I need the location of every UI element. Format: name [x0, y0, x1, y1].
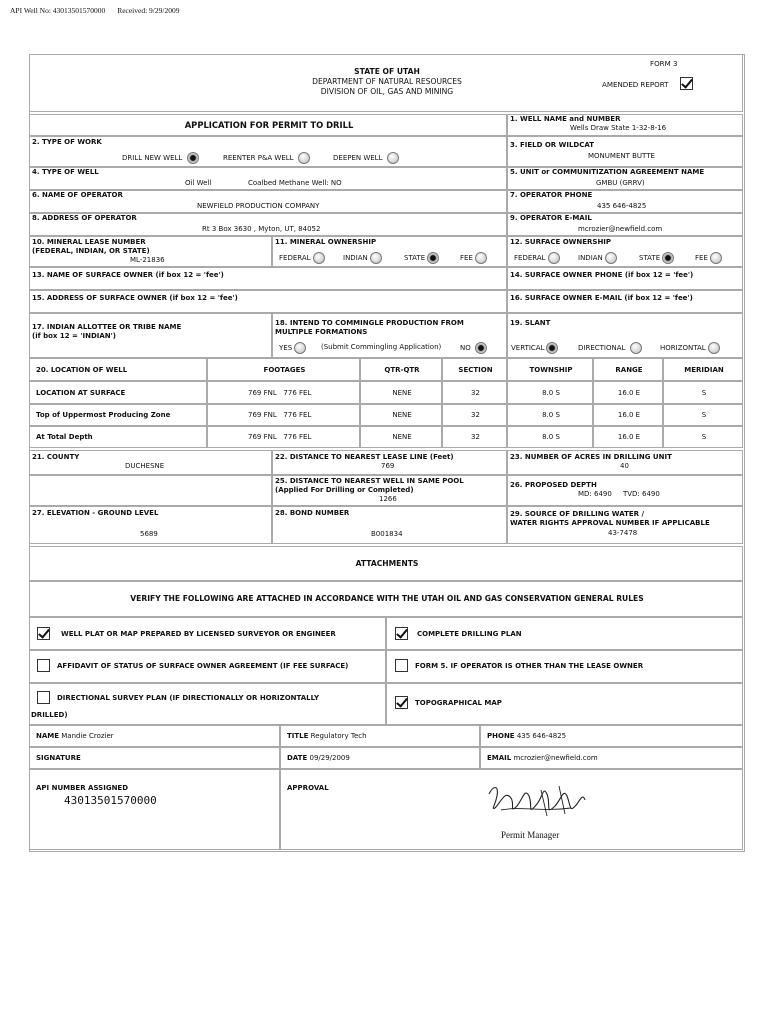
slant-label: 19. SLANT — [510, 319, 551, 327]
commingle-no-option[interactable] — [460, 342, 487, 354]
attach-checkbox-1[interactable] — [37, 627, 50, 640]
attach-item-1 — [29, 617, 386, 650]
date-value: 09/29/2009 — [309, 754, 350, 762]
allottee-label-1: 17. INDIAN ALLOTTEE OR TRIBE NAME — [32, 323, 182, 331]
bond-value: B001834 — [371, 530, 403, 538]
slant-horizontal-option[interactable] — [660, 342, 720, 354]
nearest-well-box — [272, 475, 507, 506]
mineral-fee-label: FEE — [460, 254, 473, 262]
mineral-state-option[interactable] — [404, 252, 439, 264]
water-value: 43-7478 — [608, 529, 638, 537]
api-well-no: API Well No: 43013501570000 — [10, 6, 106, 15]
contact-email-label: EMAIL — [487, 754, 512, 762]
mineral-ownership-label: 11. MINERAL OWNERSHIP — [275, 238, 377, 246]
loc-range: 16.0 E — [617, 411, 641, 419]
address-box — [29, 213, 507, 236]
slant-directional-option[interactable] — [578, 342, 642, 354]
surface-owner-name-label: 13. NAME OF SURFACE OWNER (if box 12 = 'fee') — [32, 271, 224, 279]
loc-township: 8.0 S — [542, 389, 560, 397]
table-row — [29, 404, 207, 426]
mineral-federal-option[interactable] — [279, 252, 325, 264]
loc-header-footages-text: FOOTAGES — [263, 366, 306, 374]
lease-label-1: 10. MINERAL LEASE NUMBER — [32, 238, 146, 246]
loc-header-section — [442, 358, 507, 381]
attach-checkbox-3[interactable] — [37, 659, 50, 672]
loc-cell — [663, 404, 743, 426]
field-value: MONUMENT BUTTE — [588, 152, 655, 160]
loc-cell — [360, 381, 442, 404]
loc-section: 32 — [471, 411, 480, 419]
loc-header-meridian — [663, 358, 743, 381]
loc-cell — [207, 426, 360, 448]
drill-new-well-label: DRILL NEW WELL — [122, 154, 183, 162]
lease-line-box — [272, 450, 507, 475]
attach-label-2: COMPLETE DRILLING PLAN — [417, 630, 522, 638]
elevation-box — [29, 506, 272, 544]
water-label-2: WATER RIGHTS APPROVAL NUMBER IF APPLICABLE — [510, 519, 710, 527]
loc-row-name: At Total Depth — [36, 433, 93, 441]
surface-owner-address-box — [29, 290, 507, 313]
loc-cell — [593, 381, 663, 404]
agency-box — [29, 54, 743, 112]
loc-cell — [442, 426, 507, 448]
loc-cell — [360, 404, 442, 426]
unit-box — [507, 167, 743, 190]
lease-label-2: (FEDERAL, INDIAN, OR STATE) — [32, 247, 150, 255]
commingle-no-radio[interactable] — [475, 342, 487, 354]
contact-phone-label: PHONE — [487, 732, 515, 740]
type-of-well-label: 4. TYPE OF WELL — [32, 168, 99, 176]
attach-label-1: WELL PLAT OR MAP PREPARED BY LICENSED SURVEYOR OR ENGINEER — [61, 630, 336, 638]
well-name-value: Wells Draw State 1-32-8-16 — [570, 124, 667, 132]
attach-checkbox-2[interactable] — [395, 627, 408, 640]
nearest-well-label-1: 25. DISTANCE TO NEAREST WELL IN SAME POOL — [275, 477, 464, 485]
permit-manager: Permit Manager — [501, 830, 560, 840]
attach-checkbox-6[interactable] — [395, 696, 408, 709]
operator-label: 6. NAME OF OPERATOR — [32, 191, 123, 199]
api-assigned-value: 43013501570000 — [64, 794, 157, 807]
surface-ownership-label: 12. SURFACE OWNERSHIP — [510, 238, 612, 246]
title-label: TITLE — [287, 732, 309, 740]
date-label: DATE — [287, 754, 308, 762]
slant-vertical-label: VERTICAL — [511, 344, 545, 352]
mineral-state-label: STATE — [404, 254, 426, 262]
commingle-yes-label: YES — [279, 344, 293, 352]
loc-section: 32 — [471, 433, 480, 441]
verify-box — [29, 581, 743, 617]
mineral-indian-label: INDIAN — [343, 254, 368, 262]
loc-header-range-text: RANGE — [615, 366, 643, 374]
amended-report-label: AMENDED REPORT — [602, 80, 669, 89]
loc-meridian: S — [701, 389, 707, 397]
coalbed-value: Coalbed Methane Well: NO — [248, 179, 342, 187]
elevation-label: 27. ELEVATION - GROUND LEVEL — [32, 509, 159, 517]
slant-vertical-option[interactable] — [511, 342, 558, 354]
attach-checkbox-5[interactable] — [37, 691, 50, 704]
surface-fee-label: FEE — [695, 254, 708, 262]
loc-cell — [507, 381, 593, 404]
surface-indian-option[interactable] — [578, 252, 617, 264]
loc-meridian: S — [701, 433, 707, 441]
loc-header-township-text: TOWNSHIP — [529, 366, 573, 374]
well-type-value: Oil Well — [185, 179, 212, 187]
loc-footages: 769 FNL 776 FEL — [248, 411, 312, 419]
surface-owner-phone-label: 14. SURFACE OWNER PHONE (if box 12 = 'fee') — [510, 271, 694, 279]
surface-ownership-box — [507, 236, 743, 267]
table-row — [29, 381, 207, 404]
slant-horizontal-label: HORIZONTAL — [660, 344, 706, 352]
bond-label: 28. BOND NUMBER — [275, 509, 350, 517]
loc-header-meridian-text: MERIDIAN — [684, 366, 724, 374]
attach-item-5 — [29, 683, 386, 725]
attachments-title: ATTACHMENTS — [355, 559, 419, 568]
lease-line-value: 769 — [381, 462, 395, 470]
mineral-ownership-box — [272, 236, 507, 267]
acres-box — [507, 450, 743, 475]
allottee-label-2: (if box 12 = 'INDIAN') — [32, 332, 116, 340]
api-box — [29, 769, 280, 850]
attach-label-5-cont: DRILLED) — [31, 711, 68, 719]
loc-header-qtr-text: QTR-QTR — [384, 366, 420, 374]
mineral-indian-radio[interactable] — [370, 252, 382, 264]
commingle-no-label: NO — [460, 344, 471, 352]
depth-value: MD: 6490 TVD: 6490 — [578, 490, 660, 498]
amended-report-checkbox[interactable] — [680, 77, 693, 90]
acres-value: 40 — [620, 462, 629, 470]
mineral-federal-label: FEDERAL — [279, 254, 311, 262]
loc-cell — [663, 426, 743, 448]
deepen-radio[interactable] — [387, 152, 399, 164]
loc-cell — [442, 381, 507, 404]
loc-header-section-text: SECTION — [458, 366, 493, 374]
mineral-state-radio[interactable] — [427, 252, 439, 264]
approver-signature — [481, 776, 591, 826]
surface-state-option[interactable] — [639, 252, 674, 264]
unit-label: 5. UNIT or COMMUNITIZATION AGREEMENT NAME — [510, 168, 705, 176]
slant-vertical-radio[interactable] — [546, 342, 558, 354]
attach-item-2 — [386, 617, 743, 650]
loc-cell — [507, 426, 593, 448]
surface-owner-address-label: 15. ADDRESS OF SURFACE OWNER (if box 12 = 'fee') — [32, 294, 238, 302]
nearest-well-label-2: (Applied For Drilling or Completed) — [275, 486, 414, 494]
loc-header-township — [507, 358, 593, 381]
loc-cell — [663, 381, 743, 404]
surface-owner-email-box — [507, 290, 743, 313]
contact-phone-box — [480, 725, 743, 747]
lease-value: ML-21836 — [130, 256, 165, 264]
name-value: Mandie Crozier — [61, 732, 114, 740]
bond-box — [272, 506, 507, 544]
depth-label: 26. PROPOSED DEPTH — [510, 481, 597, 489]
field-label: 3. FIELD OR WILDCAT — [510, 141, 595, 149]
loc-header-name-text: 20. LOCATION OF WELL — [36, 366, 128, 374]
contact-phone-value: 435 646-4825 — [516, 732, 567, 740]
slant-directional-label: DIRECTIONAL — [578, 344, 626, 352]
slant-directional-radio[interactable] — [630, 342, 642, 354]
loc-cell — [207, 404, 360, 426]
approval-label: APPROVAL — [287, 784, 329, 792]
address-label: 8. ADDRESS OF OPERATOR — [32, 214, 137, 222]
acres-label: 23. NUMBER OF ACRES IN DRILLING UNIT — [510, 453, 672, 461]
phone-label: 7. OPERATOR PHONE — [510, 191, 593, 199]
signature-label: SIGNATURE — [36, 754, 81, 762]
commingle-box — [272, 313, 507, 358]
slant-box — [507, 313, 743, 358]
state-title: STATE OF UTAH — [354, 67, 420, 76]
type-of-work-label: 2. TYPE OF WORK — [32, 138, 102, 146]
dept-name: DEPARTMENT OF NATURAL RESOURCES — [312, 77, 462, 86]
water-box — [507, 506, 743, 544]
county-box — [29, 450, 272, 475]
field-box — [507, 136, 743, 167]
title-box — [29, 114, 507, 136]
operator-box — [29, 190, 507, 213]
contact-email-value: mcrozier@newfield.com — [513, 754, 598, 762]
mineral-federal-radio[interactable] — [313, 252, 325, 264]
reenter-label: REENTER P&A WELL — [223, 154, 294, 162]
attach-label-5: DIRECTIONAL SURVEY PLAN (IF DIRECTIONALLY OR HORIZONTALLY — [57, 694, 320, 702]
loc-row-name: Top of Uppermost Producing Zone — [36, 411, 171, 419]
loc-qtr: NENE — [392, 389, 412, 397]
attach-label-3: AFFIDAVIT OF STATUS OF SURFACE OWNER AGREEMENT (IF FEE SURFACE) — [57, 662, 349, 670]
loc-qtr: NENE — [392, 433, 412, 441]
county-label: 21. COUNTY — [32, 453, 80, 461]
loc-cell — [593, 404, 663, 426]
signature-box — [29, 747, 280, 769]
surface-indian-radio[interactable] — [605, 252, 617, 264]
attach-item-4 — [386, 650, 743, 683]
api-assigned-label: API NUMBER ASSIGNED — [36, 784, 129, 792]
form-title: APPLICATION FOR PERMIT TO DRILL — [184, 120, 354, 130]
depth-box — [507, 475, 743, 506]
approval-box — [280, 769, 743, 850]
surface-federal-radio[interactable] — [548, 252, 560, 264]
elevation-value: 5689 — [140, 530, 158, 538]
attach-item-3 — [29, 650, 386, 683]
surface-owner-phone-box — [507, 267, 743, 290]
deepen-option[interactable] — [333, 152, 399, 164]
commingle-note: (Submit Commingling Application) — [321, 343, 442, 351]
loc-header-qtr — [360, 358, 442, 381]
deepen-label: DEEPEN WELL — [333, 154, 383, 162]
type-of-well-box — [29, 167, 507, 190]
reenter-radio[interactable] — [298, 152, 310, 164]
type-of-work-box — [29, 136, 507, 167]
address-value: Rt 3 Box 3630 , Myton, UT, 84052 — [202, 225, 321, 233]
loc-cell — [442, 404, 507, 426]
commingle-yes-radio[interactable] — [294, 342, 306, 354]
lease-line-label: 22. DISTANCE TO NEAREST LEASE LINE (Feet) — [275, 453, 454, 461]
email-box — [507, 213, 743, 236]
title-value: Regulatory Tech — [310, 732, 367, 740]
loc-header-name — [29, 358, 207, 381]
well-name-box — [507, 114, 743, 136]
surface-federal-option[interactable] — [514, 252, 560, 264]
page-header — [10, 6, 189, 15]
commingle-label-2: MULTIPLE FORMATIONS — [275, 328, 368, 336]
loc-range: 16.0 E — [617, 389, 641, 397]
surface-state-label: STATE — [639, 254, 661, 262]
division-name: DIVISION OF OIL, GAS AND MINING — [320, 87, 454, 96]
loc-section: 32 — [471, 389, 480, 397]
slant-horizontal-radio[interactable] — [708, 342, 720, 354]
attach-item-6 — [386, 683, 743, 725]
blank-box — [29, 475, 272, 506]
loc-footages: 769 FNL 776 FEL — [248, 433, 312, 441]
name-label: NAME — [36, 732, 60, 740]
loc-township: 8.0 S — [542, 433, 560, 441]
loc-cell — [507, 404, 593, 426]
surface-federal-label: FEDERAL — [514, 254, 546, 262]
loc-township: 8.0 S — [542, 411, 560, 419]
loc-cell — [360, 426, 442, 448]
water-label-1: 29. SOURCE OF DRILLING WATER / — [510, 510, 645, 518]
commingle-yes-option[interactable] — [279, 342, 306, 354]
well-name-label: 1. WELL NAME and NUMBER — [510, 115, 621, 123]
mineral-indian-option[interactable] — [343, 252, 382, 264]
loc-qtr: NENE — [392, 411, 412, 419]
surface-fee-radio[interactable] — [710, 252, 722, 264]
loc-row-name: LOCATION AT SURFACE — [36, 389, 126, 397]
lease-box — [29, 236, 272, 267]
phone-box — [507, 190, 743, 213]
unit-value: GMBU (GRRV) — [596, 179, 645, 187]
loc-cell — [593, 426, 663, 448]
surface-state-radio[interactable] — [662, 252, 674, 264]
loc-header-footages — [207, 358, 360, 381]
drill-new-well-radio[interactable] — [187, 152, 199, 164]
reenter-option[interactable] — [223, 152, 310, 164]
loc-range: 16.0 E — [617, 433, 641, 441]
commingle-label-1: 18. INTEND TO COMMINGLE PRODUCTION FROM — [275, 319, 464, 327]
form-number: FORM 3 — [650, 59, 678, 68]
title-field-box — [280, 725, 480, 747]
attachments-header — [29, 546, 743, 581]
operator-value: NEWFIELD PRODUCTION COMPANY — [197, 202, 320, 210]
mineral-fee-radio[interactable] — [475, 252, 487, 264]
attach-checkbox-4[interactable] — [395, 659, 408, 672]
surface-fee-option[interactable] — [695, 252, 722, 264]
email-label: 9. OPERATOR E-MAIL — [510, 214, 592, 222]
nearest-well-value: 1266 — [379, 495, 397, 503]
surface-owner-name-box — [29, 267, 507, 290]
surface-owner-email-label: 16. SURFACE OWNER E-MAIL (if box 12 = 'fee') — [510, 294, 693, 302]
allottee-box — [29, 313, 272, 358]
name-box — [29, 725, 280, 747]
phone-value: 435 646-4825 — [597, 202, 647, 210]
attach-label-6: TOPOGRAPHICAL MAP — [415, 699, 502, 707]
email-value: mcrozier@newfield.com — [578, 225, 663, 233]
verify-text: VERIFY THE FOLLOWING ARE ATTACHED IN ACCORDANCE WITH THE UTAH OIL AND GAS CONSERVATION GENERAL RULES — [130, 594, 644, 603]
loc-footages: 769 FNL 776 FEL — [248, 389, 312, 397]
contact-email-box — [480, 747, 743, 769]
received-date: Received: 9/29/2009 — [117, 6, 180, 15]
mineral-fee-option[interactable] — [460, 252, 487, 264]
loc-cell — [207, 381, 360, 404]
table-row — [29, 426, 207, 448]
attach-label-4: FORM 5. IF OPERATOR IS OTHER THAN THE LEASE OWNER — [415, 662, 644, 670]
loc-header-range — [593, 358, 663, 381]
loc-meridian: S — [701, 411, 707, 419]
date-box — [280, 747, 480, 769]
location-table — [29, 358, 743, 448]
county-value: DUCHESNE — [125, 462, 165, 470]
surface-indian-label: INDIAN — [578, 254, 603, 262]
drill-new-well-option[interactable] — [122, 152, 199, 164]
